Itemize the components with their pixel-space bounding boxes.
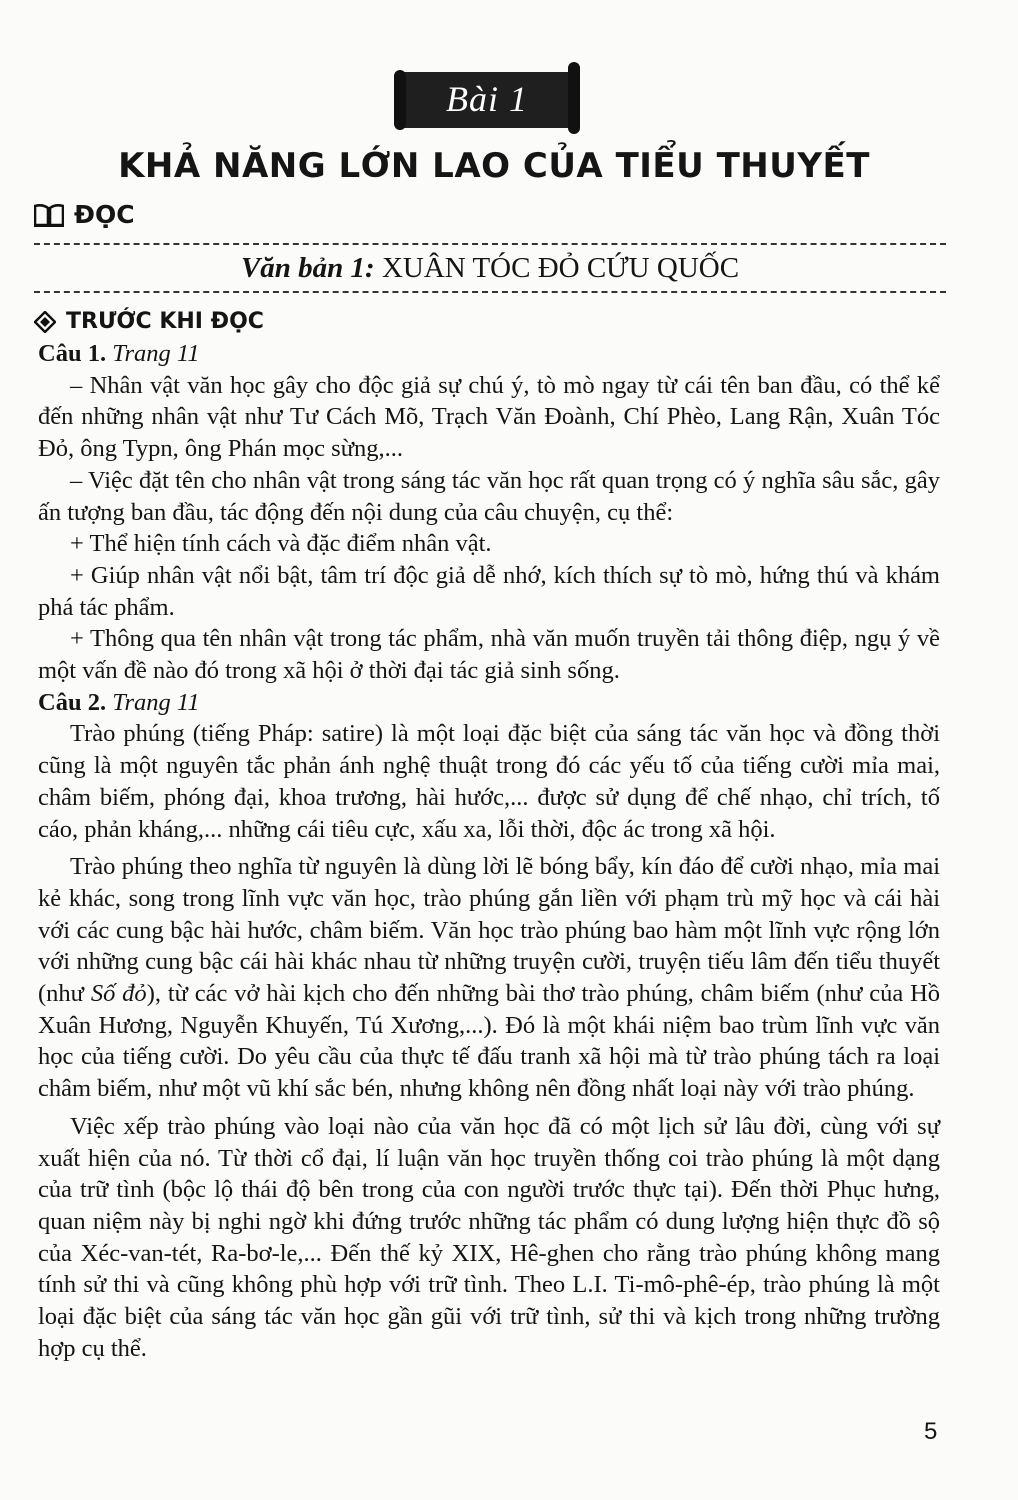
bullet-item: + Giúp nhân vật nổi bật, tâm trí độc giả dễ nhớ, kích thích sự tò mò, hứng thú và khám phá tác phẩm.	[38, 561, 940, 621]
question-page-ref: Trang 11	[112, 340, 200, 367]
paragraph: Trào phúng (tiếng Pháp: satire) là một loại đặc biệt của sáng tác văn học và đồng thời cũng là một nguyên tắc phản ánh nghệ thuật trong đó các yếu tố của tiếng cười mỉa mai, châm biếm, phóng đại, khoa trương, hài hước,... được sử dụng để chế nhạo, chỉ trích, tố cáo, phản kháng,... những cái tiêu cực, xấu xa, lỗi thời, độc ác trong xã hội.	[38, 720, 940, 843]
lesson-title: KHẢ NĂNG LỚN LAO CỦA TIỂU THUYẾT	[118, 146, 870, 186]
paragraph-part: Trào phúng theo nghĩa từ nguyên là dùng lời lẽ bóng bẩy, kín đáo để cười nhạo, mỉa mai kẻ khác, song trong lĩnh vực văn học, trào phúng gắn liền với phạm trù mỹ học và cái hài với các cung bậc hài hước, châm biếm. Văn học trào phúng bao hàm một lĩnh vực rộng lớn với những cung bậc cái hài khác nhau từ những truyện cười, truyện tiếu lâm đến tiểu thuyết (như	[38, 853, 940, 1008]
question-1-heading	[38, 338, 940, 370]
paragraph: – Nhân vật văn học gây cho độc giả sự chú ý, tò mò ngay từ cái tên ban đầu, có thể kể đến những nhân vật như Tư Cách Mõ, Trạch Văn Đoành, Chí Phèo, Lang Rận, Xuân Tóc Đỏ, ông Typn, ông Phán mọc sừng,...	[38, 371, 940, 463]
paragraph: Việc xếp trào phúng vào loại nào của văn học đã có một lịch sử lâu đời, cùng với sự xuất hiện của nó. Từ thời cổ đại, lí luận văn học truyền thống coi trào phúng là một dạng của trữ tình (bộc lộ thái độ bên trong của con người trước thực tại). Đến thời Phục hưng, quan niệm này bị nghi ngờ khi đứng trước những tác phẩm có dung lượng hiện thực đồ sộ của Xéc-van-tét, Ra-bơ-le,... Đến thế kỷ XIX, Hê-ghen cho rằng trào phúng không mang tính sử thi và cũng không phù hợp với trữ tình. Theo L.I. Ti-mô-phê-ép, trào phúng là một loại đặc biệt của sáng tác văn học gần gũi với trữ tình, sử thi và kịch trong những trường hợp cụ thể.	[38, 1112, 940, 1362]
question-page-ref: Trang 11	[112, 688, 200, 716]
question-label: Câu 1.	[38, 340, 107, 367]
question-2-heading	[38, 687, 940, 719]
bullet-item: + Thể hiện tính cách và đặc điểm nhân vật.	[70, 530, 492, 558]
body-text	[38, 338, 940, 1365]
subsection-heading	[34, 309, 264, 334]
lesson-banner	[400, 68, 578, 134]
paragraph: – Việc đặt tên cho nhân vật trong sáng tác văn học rất quan trọng có ý nghĩa sâu sắc, gây ấn tượng ban đầu, tác động đến nội dung của câu chuyện, cụ thể:	[38, 466, 940, 526]
paragraph-part: ), từ các vở hài kịch cho đến những bài thơ trào phúng, châm biếm (như của Hồ Xuân Hương, Nguyễn Khuyến, Tú Xương,...). Đó là một khái niệm bao trùm lĩnh vực văn học của tiếng cười. Do yêu cầu của thực tế đấu tranh xã hội mà từ trào phúng tách ra loại châm biếm, như một vũ khí sắc bén, nhưng không nên đồng nhất loại này với trào phúng.	[38, 980, 941, 1103]
page-number: 5	[924, 1418, 938, 1445]
paragraph	[38, 851, 940, 1105]
text-title-name: XUÂN TÓC ĐỎ CỨU QUỐC	[381, 252, 740, 284]
subsection-label: TRƯỚC KHI ĐỌC	[66, 309, 264, 334]
question-label: Câu 2.	[38, 688, 107, 716]
text-title-prefix: Văn bản 1:	[240, 252, 375, 284]
lesson-badge: Bài 1	[446, 79, 528, 119]
dashed-divider-top	[34, 243, 946, 245]
bullet-item: + Thông qua tên nhân vật trong tác phẩm, nhà văn muốn truyền tải thông điệp, ngụ ý về một vấn đề nào đó trong xã hội ở thời đại tác giả sinh sống.	[38, 625, 940, 685]
section-label: ĐỌC	[74, 200, 135, 229]
section-heading	[34, 200, 135, 229]
text-title	[0, 252, 980, 285]
dashed-divider-bottom	[34, 291, 946, 293]
diamond-icon	[34, 311, 56, 333]
open-book-icon	[34, 203, 64, 227]
work-title: Số đỏ	[90, 980, 147, 1008]
